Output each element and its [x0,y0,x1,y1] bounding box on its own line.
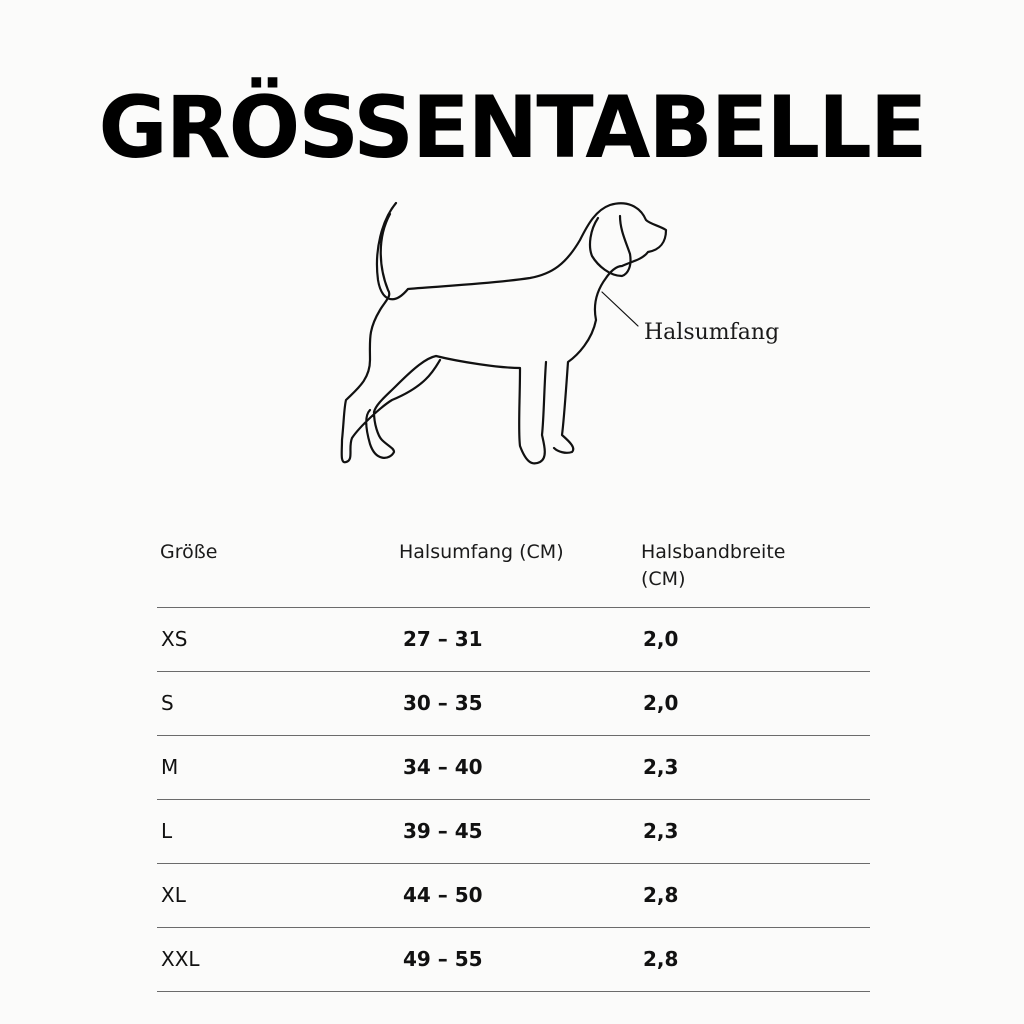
cell-size: XS [161,627,188,651]
header-width-line2: (CM) [641,568,686,590]
cell-neck: 27 – 31 [403,627,483,651]
cell-neck: 30 – 35 [403,691,483,715]
header-width [641,539,821,593]
header-size: Größe [160,541,218,563]
table-row [157,736,870,800]
table-header [157,530,870,608]
table-row [157,672,870,736]
size-table [157,530,870,992]
cell-size: L [161,819,173,843]
cell-neck: 49 – 55 [403,947,483,971]
neck-circumference-label: Halsumfang [644,320,780,345]
header-neck: Halsumfang (CM) [399,541,564,563]
cell-width: 2,8 [643,883,679,907]
table-row [157,928,870,992]
cell-neck: 39 – 45 [403,819,483,843]
cell-width: 2,3 [643,755,679,779]
cell-neck: 44 – 50 [403,883,483,907]
cell-size: S [161,691,174,715]
cell-size: XL [161,883,186,907]
cell-neck: 34 – 40 [403,755,483,779]
header-width-line1: Halsbandbreite [641,541,786,563]
cell-width: 2,0 [643,691,679,715]
cell-size: M [161,755,179,779]
cell-width: 2,3 [643,819,679,843]
table-row [157,608,870,672]
cell-width: 2,8 [643,947,679,971]
table-row [157,864,870,928]
table-row [157,800,870,864]
cell-size: XXL [161,947,200,971]
page-title: GRÖSSENTABELLE [98,78,926,178]
cell-width: 2,0 [643,627,679,651]
